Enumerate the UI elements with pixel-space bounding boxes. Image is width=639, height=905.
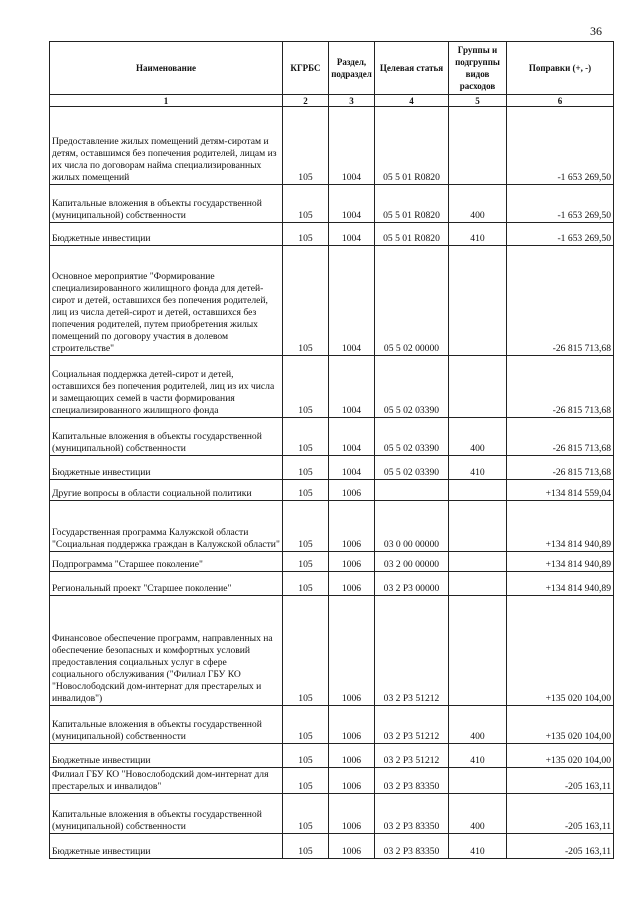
table-row <box>50 744 614 768</box>
row-target: 03 2 P3 83350 <box>375 834 449 859</box>
row-name: Другие вопросы в области социальной политики <box>50 480 283 501</box>
table-row <box>50 834 614 859</box>
row-kgrbs: 105 <box>283 768 329 794</box>
row-name: Капитальные вложения в объекты государственной (муниципальной) собственности <box>50 185 283 223</box>
row-kgrbs: 105 <box>283 744 329 768</box>
column-number: 6 <box>507 95 614 107</box>
header-groups: Группы и подгруппы видов расходов <box>449 42 507 95</box>
row-target: 05 5 02 03390 <box>375 456 449 480</box>
row-target <box>375 480 449 501</box>
row-section: 1006 <box>329 834 375 859</box>
row-section: 1006 <box>329 552 375 572</box>
row-name: Предоставление жилых помещений детям-сиротам и детям, оставшимся без попечения родителей, лицам из их числа по договорам найма специализированных жилых помещений <box>50 107 283 185</box>
row-group: 400 <box>449 418 507 456</box>
row-kgrbs: 105 <box>283 107 329 185</box>
row-name: Региональный проект "Старшее поколение" <box>50 572 283 596</box>
row-kgrbs: 105 <box>283 418 329 456</box>
row-name: Финансовое обеспечение программ, направленных на обеспечение безопасных и комфортных условий предоставления социальных услуг в сфере социального обслуживания ("Филиал ГБУ КО "Новослободский дом-интернат для престарелых и инвалидов") <box>50 596 283 706</box>
table-row <box>50 418 614 456</box>
column-number: 3 <box>329 95 375 107</box>
row-group <box>449 572 507 596</box>
row-target: 05 5 01 R0820 <box>375 107 449 185</box>
row-kgrbs: 105 <box>283 223 329 246</box>
row-amount: +135 020 104,00 <box>507 596 614 706</box>
row-group: 410 <box>449 834 507 859</box>
table-row <box>50 552 614 572</box>
row-section: 1006 <box>329 480 375 501</box>
row-section: 1004 <box>329 246 375 356</box>
row-target: 03 2 P3 51212 <box>375 744 449 768</box>
row-kgrbs: 105 <box>283 706 329 744</box>
table-row <box>50 596 614 706</box>
row-section: 1006 <box>329 768 375 794</box>
row-amount: +134 814 940,89 <box>507 572 614 596</box>
row-target: 03 2 P3 83350 <box>375 768 449 794</box>
row-group <box>449 552 507 572</box>
row-kgrbs: 105 <box>283 572 329 596</box>
row-name: Государственная программа Калужской области "Социальная поддержка граждан в Калужской области" <box>50 501 283 552</box>
row-name: Социальная поддержка детей-сирот и детей, оставшихся без попечения родителей, лиц из их числа и замещающих семей в части формирования специализированного жилищного фонда <box>50 356 283 418</box>
row-section: 1004 <box>329 456 375 480</box>
column-number: 4 <box>375 95 449 107</box>
row-group <box>449 501 507 552</box>
table-row <box>50 246 614 356</box>
column-number: 5 <box>449 95 507 107</box>
row-section: 1006 <box>329 572 375 596</box>
row-kgrbs: 105 <box>283 596 329 706</box>
column-number-row <box>50 95 614 107</box>
row-kgrbs: 105 <box>283 834 329 859</box>
row-amount: -26 815 713,68 <box>507 246 614 356</box>
row-name: Бюджетные инвестиции <box>50 456 283 480</box>
row-section: 1006 <box>329 596 375 706</box>
row-amount: +134 814 940,89 <box>507 552 614 572</box>
table-row <box>50 356 614 418</box>
row-amount: -205 163,11 <box>507 794 614 834</box>
header-row <box>50 42 614 95</box>
row-target: 03 2 P3 51212 <box>375 706 449 744</box>
row-section: 1004 <box>329 185 375 223</box>
row-kgrbs: 105 <box>283 501 329 552</box>
row-section: 1004 <box>329 418 375 456</box>
table-row <box>50 107 614 185</box>
row-amount: +134 814 940,89 <box>507 501 614 552</box>
row-target: 05 5 02 03390 <box>375 356 449 418</box>
row-group <box>449 480 507 501</box>
page-number: 36 <box>590 24 602 38</box>
header-amendments: Поправки (+, -) <box>507 42 614 95</box>
row-amount: +135 020 104,00 <box>507 744 614 768</box>
row-section: 1004 <box>329 107 375 185</box>
row-target: 03 2 00 00000 <box>375 552 449 572</box>
row-target: 05 5 01 R0820 <box>375 185 449 223</box>
row-section: 1006 <box>329 706 375 744</box>
row-target: 03 2 P3 51212 <box>375 596 449 706</box>
row-kgrbs: 105 <box>283 356 329 418</box>
row-amount: -26 815 713,68 <box>507 456 614 480</box>
row-name: Капитальные вложения в объекты государственной (муниципальной) собственности <box>50 794 283 834</box>
header-kgrbs: КГРБС <box>283 42 329 95</box>
budget-amendments-table <box>49 41 614 859</box>
row-kgrbs: 105 <box>283 185 329 223</box>
row-amount: -1 653 269,50 <box>507 107 614 185</box>
row-group: 410 <box>449 456 507 480</box>
row-target: 05 5 02 00000 <box>375 246 449 356</box>
row-amount: -26 815 713,68 <box>507 418 614 456</box>
row-section: 1006 <box>329 794 375 834</box>
row-amount: +135 020 104,00 <box>507 706 614 744</box>
table-row <box>50 706 614 744</box>
row-group <box>449 768 507 794</box>
column-number: 2 <box>283 95 329 107</box>
row-group: 400 <box>449 185 507 223</box>
row-name: Капитальные вложения в объекты государственной (муниципальной) собственности <box>50 706 283 744</box>
row-target: 05 5 01 R0820 <box>375 223 449 246</box>
table-row <box>50 768 614 794</box>
row-amount: -1 653 269,50 <box>507 185 614 223</box>
row-kgrbs: 105 <box>283 456 329 480</box>
row-target: 03 0 00 00000 <box>375 501 449 552</box>
row-amount: -26 815 713,68 <box>507 356 614 418</box>
row-amount: +134 814 559,04 <box>507 480 614 501</box>
row-target: 03 2 P3 83350 <box>375 794 449 834</box>
row-kgrbs: 105 <box>283 480 329 501</box>
row-group: 410 <box>449 744 507 768</box>
row-target: 03 2 P3 00000 <box>375 572 449 596</box>
row-name: Бюджетные инвестиции <box>50 834 283 859</box>
row-target: 05 5 02 03390 <box>375 418 449 456</box>
table-row <box>50 223 614 246</box>
header-section: Раздел, подраздел <box>329 42 375 95</box>
row-section: 1004 <box>329 356 375 418</box>
row-name: Филиал ГБУ КО "Новослободский дом-интернат для престарелых и инвалидов" <box>50 768 283 794</box>
table-row <box>50 501 614 552</box>
row-group: 400 <box>449 706 507 744</box>
row-name: Бюджетные инвестиции <box>50 223 283 246</box>
row-name: Подпрограмма "Старшее поколение" <box>50 552 283 572</box>
row-section: 1006 <box>329 744 375 768</box>
row-kgrbs: 105 <box>283 552 329 572</box>
table-row <box>50 794 614 834</box>
row-name: Основное мероприятие "Формирование специализированного жилищного фонда для детей-сирот и детей, оставшихся без попечения родителей, лиц из числа детей-сирот и детей, оставшихся без попечения родителей, путем приобретения жилых помещений по договору участия в долевом строительстве" <box>50 246 283 356</box>
row-section: 1004 <box>329 223 375 246</box>
row-group <box>449 356 507 418</box>
row-section: 1006 <box>329 501 375 552</box>
row-name: Бюджетные инвестиции <box>50 744 283 768</box>
row-amount: -205 163,11 <box>507 768 614 794</box>
row-group: 410 <box>449 223 507 246</box>
table-row <box>50 456 614 480</box>
row-amount: -1 653 269,50 <box>507 223 614 246</box>
header-target: Целевая статья <box>375 42 449 95</box>
table-row <box>50 572 614 596</box>
row-kgrbs: 105 <box>283 246 329 356</box>
row-kgrbs: 105 <box>283 794 329 834</box>
table-row <box>50 480 614 501</box>
row-group: 400 <box>449 794 507 834</box>
row-name: Капитальные вложения в объекты государственной (муниципальной) собственности <box>50 418 283 456</box>
column-number: 1 <box>50 95 283 107</box>
table-row <box>50 185 614 223</box>
row-group <box>449 596 507 706</box>
row-group <box>449 107 507 185</box>
row-group <box>449 246 507 356</box>
row-amount: -205 163,11 <box>507 834 614 859</box>
header-name: Наименование <box>50 42 283 95</box>
